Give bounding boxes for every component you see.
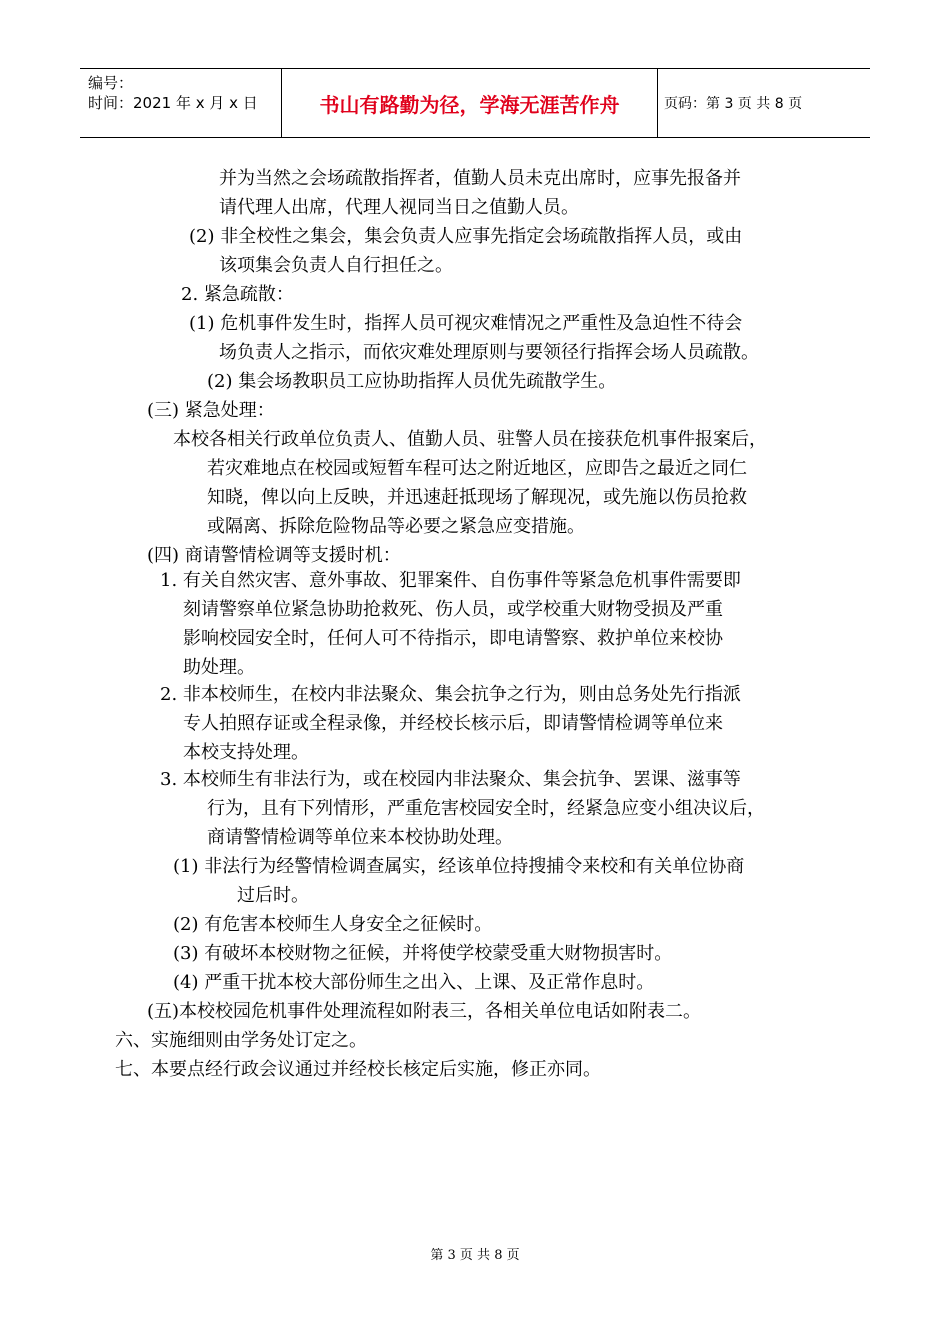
body-line: 场负责人之指示，而依灾难处理原则与要领径行指挥会场人员疏散。 [219, 342, 759, 363]
body-line: (2) 非全校性之集会，集会负责人应事先指定会场疏散指挥人员，或由 [189, 226, 743, 247]
body-line: 或隔离、拆除危险物品等必要之紧急应变措施。 [207, 516, 585, 537]
body-line: 专人拍照存证或全程录像，并经校长核示后，即请警情检调等单位来 [183, 713, 723, 734]
body-line: (2) 有危害本校师生人身安全之征候时。 [173, 914, 493, 935]
number-label: 编号： [88, 74, 134, 92]
date-label: 时间：2021 年 x 月 x 日 [88, 94, 258, 112]
body-line: 行为，且有下列情形，严重危害校园安全时，经紧急应变小组决议后， [207, 798, 765, 819]
body-line: 影响校园安全时，任何人可不待指示，即电请警察、救护单位来校协 [183, 628, 723, 649]
body-line: 3. 本校师生有非法行为，或在校园内非法聚众、集会抗争、罢课、滋事等 [160, 769, 741, 790]
header-meta [80, 69, 282, 137]
body-line: 商请警情检调等单位来本校协助处理。 [207, 827, 513, 848]
body-line: (1) 危机事件发生时，指挥人员可视灾难情况之严重性及急迫性不待会 [189, 313, 743, 334]
body-line: (4) 严重干扰本校大部份师生之出入、上课、及正常作息时。 [173, 972, 655, 993]
body-line: 并为当然之会场疏散指挥者，值勤人员未克出席时，应事先报备并 [219, 168, 741, 189]
body-line: 知晓，俾以向上反映，并迅速赶抵现场了解现况，或先施以伤员抢救 [207, 487, 747, 508]
body-line: 该项集会负责人自行担任之。 [219, 255, 453, 276]
body-line: 本校各相关行政单位负责人、值勤人员、驻警人员在接获危机事件报案后， [173, 429, 767, 450]
body-line: (1) 非法行为经警情检调查属实，经该单位持搜捕令来校和有关单位协商 [173, 856, 745, 877]
body-line: 2. 紧急疏散： [181, 284, 294, 305]
body-line: 助处理。 [183, 657, 255, 678]
body-line: 本校支持处理。 [183, 742, 309, 763]
body-line: 刻请警察单位紧急协助抢救死、伤人员，或学校重大财物受损及严重 [183, 599, 723, 620]
body-line: (四) 商请警情检调等支援时机： [147, 545, 401, 566]
body-line: (2) 集会场教职员工应协助指挥人员优先疏散学生。 [207, 371, 617, 392]
body-line: 七、本要点经行政会议通过并经校长核定后实施，修正亦同。 [115, 1059, 601, 1080]
body-line: 若灾难地点在校园或短暂车程可达之附近地区，应即告之最近之同仁 [207, 458, 747, 479]
body-line: (三) 紧急处理： [147, 400, 275, 421]
page-footer: 第 3 页 共 8 页 [430, 1248, 520, 1263]
header-page-info: 页码：第 3 页 共 8 页 [664, 96, 803, 112]
body-line: 六、实施细则由学务处订定之。 [115, 1030, 367, 1051]
body-line: 1. 有关自然灾害、意外事故、犯罪案件、自伤事件等紧急危机事件需要即 [160, 570, 741, 591]
page-header [80, 68, 870, 138]
header-motto: 书山有路勤为径，学海无涯苦作舟 [282, 69, 658, 137]
body-line: 请代理人出席，代理人视同当日之值勤人员。 [219, 197, 579, 218]
body-line: (五)本校校园危机事件处理流程如附表三，各相关单位电话如附表二。 [147, 1001, 702, 1022]
body-line: 2. 非本校师生，在校内非法聚众、集会抗争之行为，则由总务处先行指派 [160, 684, 741, 705]
body-line: 过后时。 [237, 885, 309, 906]
body-line: (3) 有破坏本校财物之征候，并将使学校蒙受重大财物损害时。 [173, 943, 673, 964]
